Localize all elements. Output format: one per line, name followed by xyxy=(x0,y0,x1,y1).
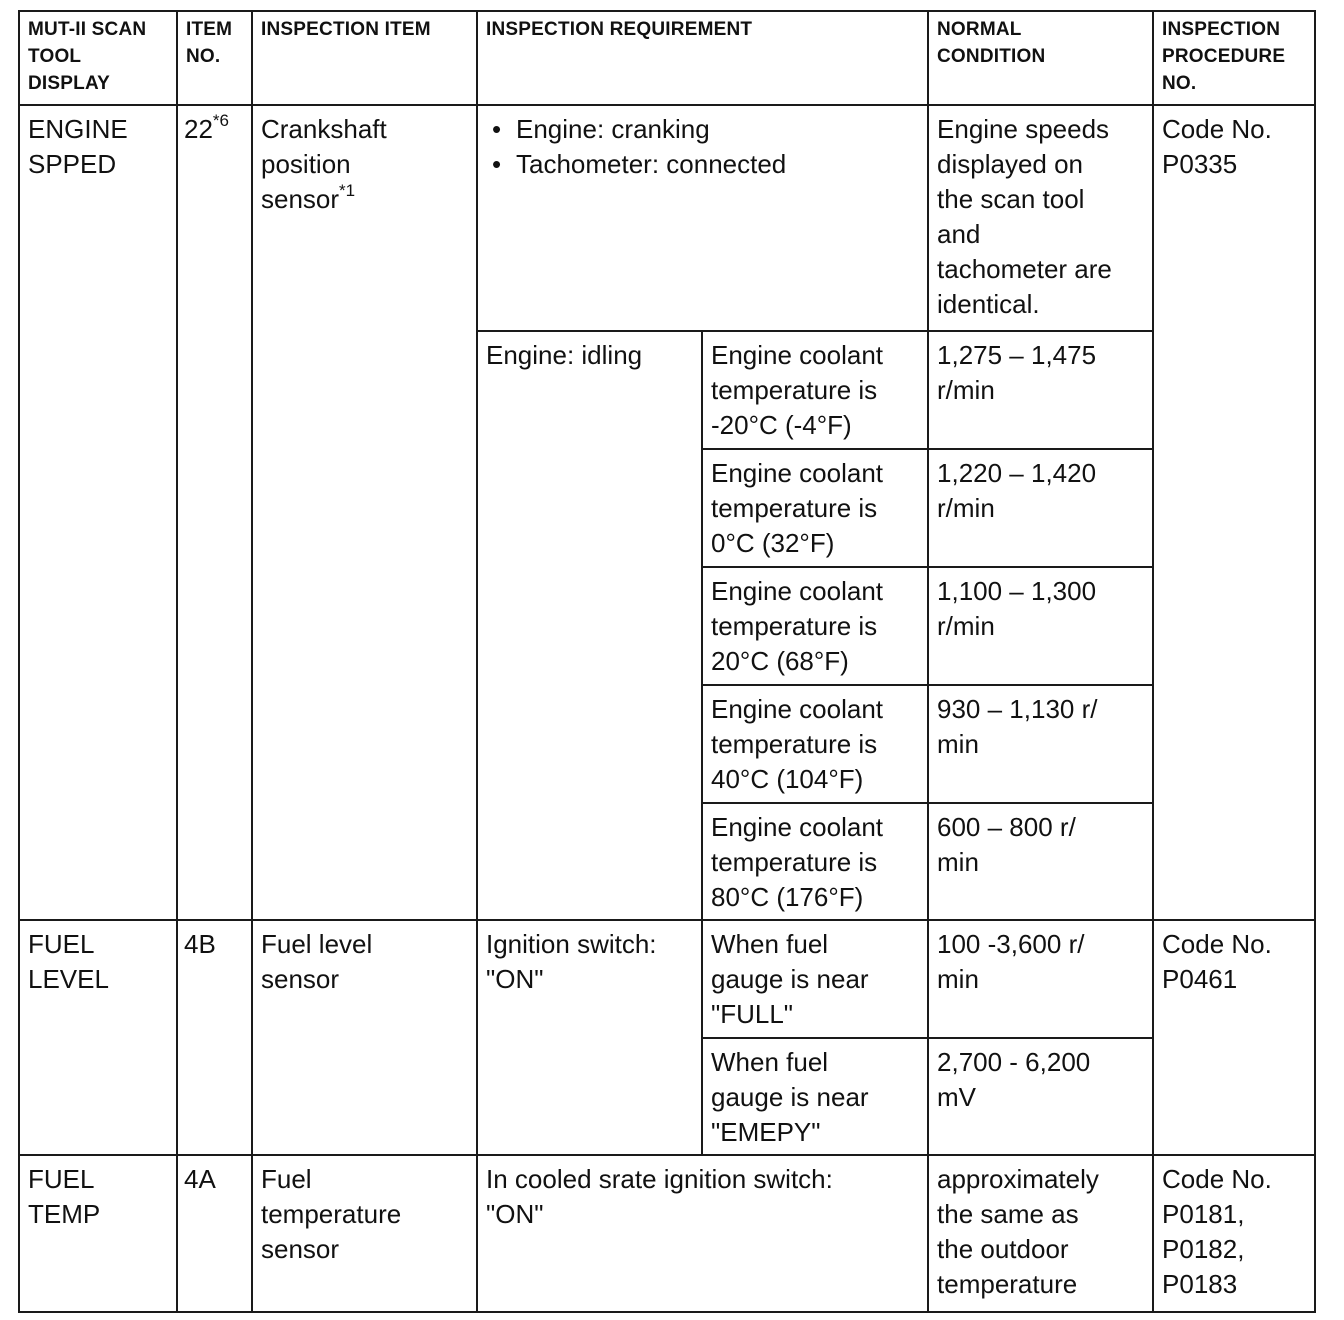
engine-cranking-requirement-cell xyxy=(477,105,928,331)
fuel-level-item-no-cell: 4B xyxy=(177,920,252,1155)
header-inspection-requirement: INSPECTION REQUIREMENT xyxy=(477,11,928,105)
idle-normal-cell: 1,275 – 1,475 r/min xyxy=(928,331,1153,449)
engine-cranking-normal-cell: Engine speeds displayed on the scan tool and tachometer are identical. xyxy=(928,105,1153,331)
fuel-level-procedure-cell: Code No. P0461 xyxy=(1153,920,1315,1155)
list-item: • Tachometer: connected xyxy=(486,147,921,182)
fuel-level-row xyxy=(19,920,1315,1038)
header-scan-tool-display: MUT-II SCAN TOOL DISPLAY xyxy=(19,11,177,105)
idle-condition-cell: Engine coolant temperature is 20°C (68°F) xyxy=(702,567,928,685)
idle-condition-cell: Engine coolant temperature is 0°C (32°F) xyxy=(702,449,928,567)
fuel-level-condition-cell: When fuel gauge is near "FULL" xyxy=(702,920,928,1038)
fuel-temp-item-no-cell: 4A xyxy=(177,1155,252,1312)
header-inspection-item: INSPECTION ITEM xyxy=(252,11,477,105)
idle-normal-cell: 930 – 1,130 r/ min xyxy=(928,685,1153,803)
header-normal-condition: NORMAL CONDITION xyxy=(928,11,1153,105)
header-procedure-no: INSPECTION PROCEDURE NO. xyxy=(1153,11,1315,105)
fuel-level-condition-cell: When fuel gauge is near "EMEPY" xyxy=(702,1038,928,1155)
list-item: • Engine: cranking xyxy=(486,112,921,147)
fuel-temp-item-cell: Fuel temperature sensor xyxy=(252,1155,477,1312)
idle-normal-cell: 1,220 – 1,420 r/min xyxy=(928,449,1153,567)
fuel-temp-requirement-cell: In cooled srate ignition switch: "ON" xyxy=(477,1155,928,1312)
engine-item-no-cell: 22$^{*6}$ xyxy=(177,105,252,920)
fuel-temp-procedure-cell: Code No. P0181, P0182, P0183 xyxy=(1153,1155,1315,1312)
fuel-level-requirement-cell: Ignition switch: "ON" xyxy=(477,920,702,1155)
idle-normal-cell: 600 – 800 r/ min xyxy=(928,803,1153,920)
idle-condition-cell: Engine coolant temperature is 40°C (104°F) xyxy=(702,685,928,803)
spec-page xyxy=(18,10,1314,1308)
header-row xyxy=(19,11,1315,105)
inspection-table xyxy=(18,10,1316,1313)
idle-condition-cell: Engine coolant temperature is 80°C (176°F) xyxy=(702,803,928,920)
fuel-temp-row xyxy=(19,1155,1315,1312)
fuel-temp-display-cell: FUEL TEMP xyxy=(19,1155,177,1312)
engine-cranking-row xyxy=(19,105,1315,331)
fuel-level-item-cell: Fuel level sensor xyxy=(252,920,477,1155)
fuel-temp-normal-cell: approximately the same as the outdoor temperature xyxy=(928,1155,1153,1312)
cranking-requirement-list xyxy=(486,112,921,182)
idle-condition-cell: Engine coolant temperature is -20°C (-4°F) xyxy=(702,331,928,449)
fuel-level-normal-cell: 2,700 - 6,200 mV xyxy=(928,1038,1153,1155)
engine-idling-cell: Engine: idling xyxy=(477,331,702,920)
idle-normal-cell: 1,100 – 1,300 r/min xyxy=(928,567,1153,685)
engine-procedure-cell: Code No. P0335 xyxy=(1153,105,1315,920)
header-item-no: ITEM NO. xyxy=(177,11,252,105)
fuel-level-normal-cell: 100 -3,600 r/ min xyxy=(928,920,1153,1038)
engine-inspection-item-cell: Crankshaft position sensor$^{*1}$ xyxy=(252,105,477,920)
engine-display-cell: ENGINE SPPED xyxy=(19,105,177,920)
fuel-level-display-cell: FUEL LEVEL xyxy=(19,920,177,1155)
